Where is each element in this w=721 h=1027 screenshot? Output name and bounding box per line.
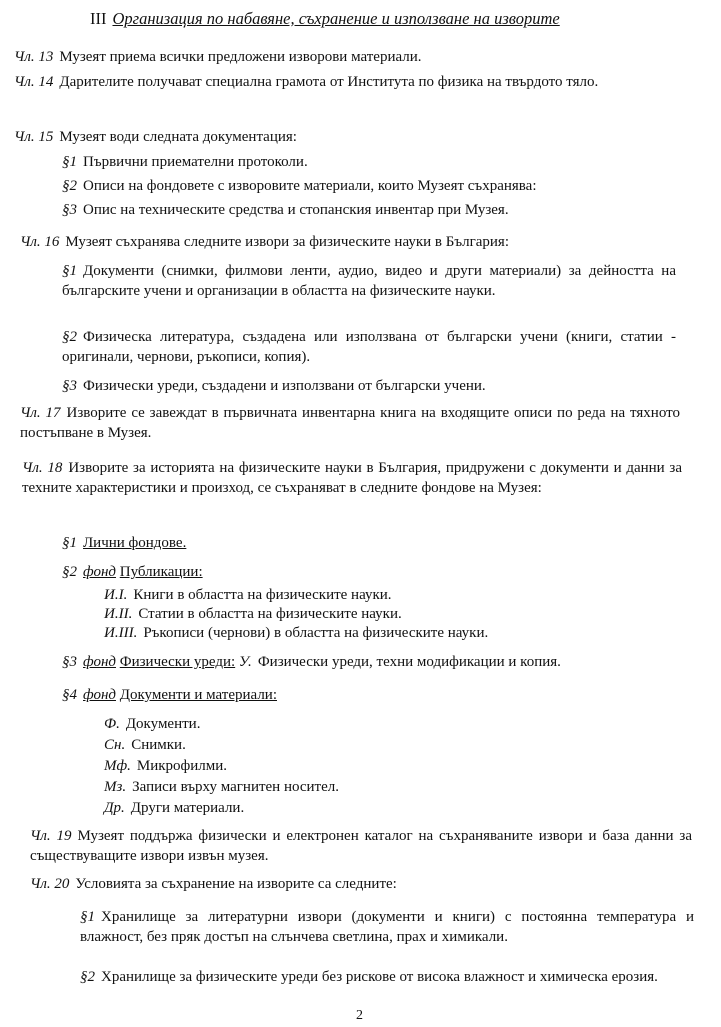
article-text: Музеят води следната документация: [59, 129, 297, 145]
fund-photos [104, 735, 604, 755]
article-15-paragraph-1 [62, 152, 682, 172]
paragraph-text: Физически уреди, създадени и използвани от български учени. [83, 378, 486, 394]
fund-description: Снимки. [131, 737, 186, 753]
fund-name: Документи и материали: [119, 687, 277, 703]
paragraph-text: Хранилище за физическите уреди без рискове от висока влажност и химическа ерозия. [101, 969, 658, 985]
article-18-paragraph-1 [62, 533, 462, 553]
fund-code: Мф. [104, 758, 131, 774]
paragraph-number: §1 [80, 909, 95, 925]
article-text: Изворите за историята на физическите науки в България, придружени с документи и данни за техните характеристики и произход, се съхраняват в следните фондове на Музея: [22, 460, 682, 496]
fund-word: фонд [83, 564, 116, 580]
article-number: Чл. 19 [30, 828, 72, 844]
fund-code: Др. [104, 800, 125, 816]
article-text: Музеят съхранява следните извори за физическите науки в България: [65, 234, 510, 250]
fund-description: Книги в областта на физическите науки. [133, 587, 392, 603]
paragraph-number: §1 [62, 154, 77, 170]
article-number: Чл. 16 [20, 234, 60, 250]
article-20-paragraph-1 [80, 907, 694, 947]
article-16-paragraph-1 [62, 261, 676, 301]
article-20-paragraph-2 [80, 967, 694, 987]
paragraph-number: §2 [62, 329, 77, 345]
paragraph-number: §3 [62, 202, 77, 218]
paragraph-text: Описи на фондовете с изворовите материали, които Музеят съхранява: [83, 178, 537, 194]
fund-description: Други материали. [130, 800, 245, 816]
article-18-paragraph-4 [62, 685, 562, 705]
paragraph-number: §4 [62, 687, 77, 703]
fund-name: Лични фондове. [83, 535, 187, 551]
article-number: Чл. 17 [20, 405, 61, 421]
article-number: Чл. 15 [14, 129, 54, 145]
article-16-paragraph-2 [62, 327, 676, 367]
fund-microfilms [104, 756, 604, 776]
paragraph-number: §2 [62, 178, 77, 194]
fund-description: Ръкописи (чернови) в областта на физическите науки. [143, 625, 489, 641]
fund-code: У. [238, 654, 252, 670]
fund-name: Физически уреди: [119, 654, 236, 670]
article-16-paragraph-3 [62, 376, 682, 396]
fund-description: Микрофилми. [136, 758, 228, 774]
fund-code: Ф. [104, 716, 120, 732]
article-text: Музеят приема всички предложени изворови материали. [59, 49, 422, 65]
section-title-text: Организация по набавяне, съхранение и използване на изворите [112, 9, 560, 28]
paragraph-text: Документи (снимки, филмови ленти, аудио, видео и други материали) за дейността на българските учени и организации в областта на физическите науки. [62, 263, 676, 299]
article-13 [14, 47, 674, 67]
page-number: 2 [356, 1008, 363, 1023]
fund-documents [104, 714, 604, 734]
section-title [90, 9, 650, 29]
fund-other-materials [104, 798, 604, 818]
fund-code: И.І. [104, 587, 128, 603]
article-number: Чл. 20 [30, 876, 70, 892]
fund-magnetic-records [104, 777, 604, 797]
fund-name: Публикации: [119, 564, 203, 580]
article-number: Чл. 14 [14, 74, 54, 90]
article-text: Музеят поддържа физически и електронен каталог на съхраняваните извори и база данни за съществуващите извори извън музея. [30, 828, 692, 864]
article-19 [30, 826, 692, 866]
paragraph-number: §1 [62, 535, 77, 551]
fund-publications-manuscripts [104, 623, 664, 643]
article-20 [30, 874, 690, 894]
fund-word: фонд [83, 654, 116, 670]
fund-word: фонд [83, 687, 116, 703]
article-15-paragraph-2 [62, 176, 702, 196]
article-18-paragraph-2 [62, 562, 462, 582]
paragraph-number: §2 [80, 969, 95, 985]
article-text: Дарителите получават специална грамота от Института по физика на твърдото тяло. [59, 74, 599, 90]
paragraph-number: §3 [62, 378, 77, 394]
fund-publications-articles [104, 604, 664, 624]
paragraph-number: §2 [62, 564, 77, 580]
article-14 [14, 72, 670, 92]
fund-description: Физически уреди, техни модификации и копия. [257, 654, 561, 670]
article-17 [20, 403, 680, 443]
fund-description: Статии в областта на физическите науки. [138, 606, 402, 622]
article-text: Условията за съхранение на изворите са следните: [75, 876, 397, 892]
article-number: Чл. 13 [14, 49, 54, 65]
section-roman-numeral: III [90, 9, 107, 28]
article-text: Изворите се завеждат в първичната инвентарна книга на входящите описи по реда на тяхното постъпване в Музея. [20, 405, 680, 441]
article-16 [20, 232, 680, 252]
article-18-paragraph-3 [62, 652, 712, 672]
article-number: Чл. 18 [22, 460, 63, 476]
fund-code: И.ІІ. [104, 606, 133, 622]
fund-code: Мз. [104, 779, 127, 795]
fund-description: Записи върху магнитен носител. [132, 779, 339, 795]
fund-code: Сн. [104, 737, 126, 753]
fund-code: И.ІІІ. [104, 625, 138, 641]
paragraph-text: Опис на техническите средства и стопанския инвентар при Музея. [83, 202, 509, 218]
paragraph-text: Физическа литература, създадена или използвана от български учени (книги, статии - оригинали, чернови, ръкописи, копия). [62, 329, 676, 365]
paragraph-number: §1 [62, 263, 77, 279]
article-15 [14, 127, 674, 147]
fund-publications-books [104, 585, 664, 605]
fund-description: Документи. [125, 716, 201, 732]
paragraph-text: Хранилище за литературни извори (документи и книги) с постоянна температура и влажност, без пряк достъп на слънчева светлина, прах и химикали. [80, 909, 694, 945]
article-18 [22, 458, 682, 498]
paragraph-number: §3 [62, 654, 77, 670]
article-15-paragraph-3 [62, 200, 702, 220]
paragraph-text: Първични приемателни протоколи. [83, 154, 308, 170]
